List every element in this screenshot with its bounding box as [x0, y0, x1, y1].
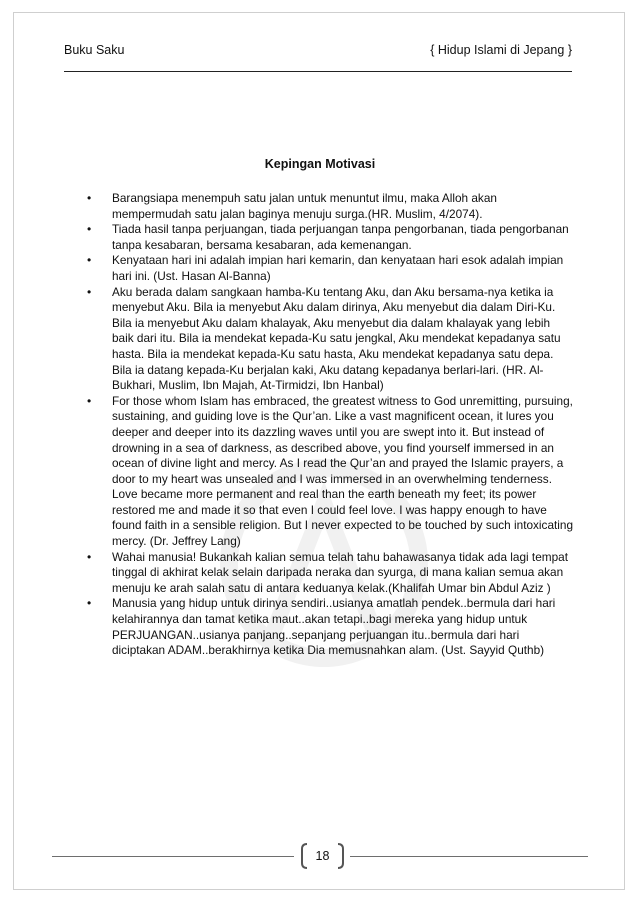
page-number: 18: [315, 849, 330, 863]
list-item-text: For those whom Islam has embraced, the greatest witness to God unremitting, pursuing, sustaining, and guiding love is the Qur’an. Like a vast magnificent ocean, it lures you deeper and deeper into its dazzling waves until you are swept into it. But instead of drowning in a sea of darkness, as described above, you find yourself immersed in an ocean of divine light and mercy. As I read the Qur’an and prayed the Islamic prayers, a door to my heart was unsealed and I was immersed in an overwhelming tenderness. Love became more permanent and real than the earth beneath my feet; its power restored me and made it so that even I could feel love. I was happy enough to have found faith in a sensible religion. But I never expected to be touched by such intoxicating mercy. (Dr. Jeffrey Lang): [112, 393, 574, 549]
list-item-text: Manusia yang hidup untuk dirinya sendiri..usianya amatlah pendek..bermula dari hari kelahirannya dan tamat ketika maut..akan tetapi..bagi mereka yang hidup untuk PERJUANGAN..usianya panjang..sepanjang perjuangan itu..bermula dari hari diciptakan ADAM..berakhirnya ketika Dia memusnahkan alam. (Ust. Sayyid Quthb): [112, 596, 556, 658]
list-item: [84, 596, 574, 658]
document-page: [13, 12, 625, 890]
list-item: [84, 191, 574, 222]
list-item: [84, 222, 574, 253]
bullet-icon: •: [87, 191, 92, 205]
motivation-list: [84, 191, 574, 659]
list-item-text: Aku berada dalam sangkaan hamba-Ku tentang Aku, dan Aku bersama-nya ketika ia menyebut Aku. Bila ia menyebut Aku dalam dirinya, Aku menyebut dia dalam Diri-Ku. Bila ia menyebut Aku dalam khalayak, Aku menyebut dia dalam khalayak yang lebih baik dari itu. Bila ia mendekat kepada-Ku satu jengkal, Aku mendekat kepadanya satu hasta. Bila ia mendekat kepada-Ku satu hasta, Aku mendekat kepadanya satu depa. Bila ia datang kepada-Ku berjalan kaki, Aku datang kepadanya berlari-lari. (HR. Al-Bukhari, Muslim, Ibn Majah, At-Tirmidzi, Ibn Hanbal): [112, 284, 561, 393]
list-item-text: Kenyataan hari ini adalah impian hari kemarin, dan kenyataan hari esok adalah impian hari ini. (Ust. Hasan Al-Banna): [112, 253, 564, 283]
list-item: [84, 550, 574, 597]
footer-divider-right: [350, 856, 588, 857]
bullet-icon: •: [87, 284, 92, 299]
list-item: [84, 285, 574, 394]
bullet-icon: •: [87, 222, 92, 237]
bullet-icon: •: [87, 253, 92, 268]
list-item-text: Tiada hasil tanpa perjuangan, tiada perjuangan tanpa pengorbanan, tiada pengorbanan tanpa kesabaran, bersama kesabaran, ada kemenangan.: [112, 222, 569, 252]
page-number-frame: [299, 842, 346, 870]
bullet-icon: •: [87, 393, 92, 408]
bullet-icon: •: [87, 596, 92, 611]
list-item: [84, 253, 574, 284]
list-item-text: Barangsiapa menempuh satu jalan untuk menuntut ilmu, maka Alloh akan mempermudah satu jalan baginya menuju surga.(HR. Muslim, 4/2074).: [112, 191, 497, 221]
list-item-text: Wahai manusia! Bukankah kalian semua telah tahu bahawasanya tidak ada lagi tempat tinggal di akhirat kelak selain daripada neraka dan syurga, di mana kalian semua akan menuju ke arah salah satu di antara keduanya kelak.(Khalifah Umar bin Abdul Aziz ): [112, 549, 568, 595]
header-divider: [64, 71, 572, 72]
list-item: [84, 394, 574, 550]
section-title: Kepingan Motivasi: [264, 157, 376, 171]
header-left-text: Buku Saku: [64, 43, 125, 57]
footer-divider-left: [52, 856, 294, 857]
header-right-text: { Hidup Islami di Jepang }: [430, 43, 572, 57]
bullet-icon: •: [87, 549, 92, 564]
